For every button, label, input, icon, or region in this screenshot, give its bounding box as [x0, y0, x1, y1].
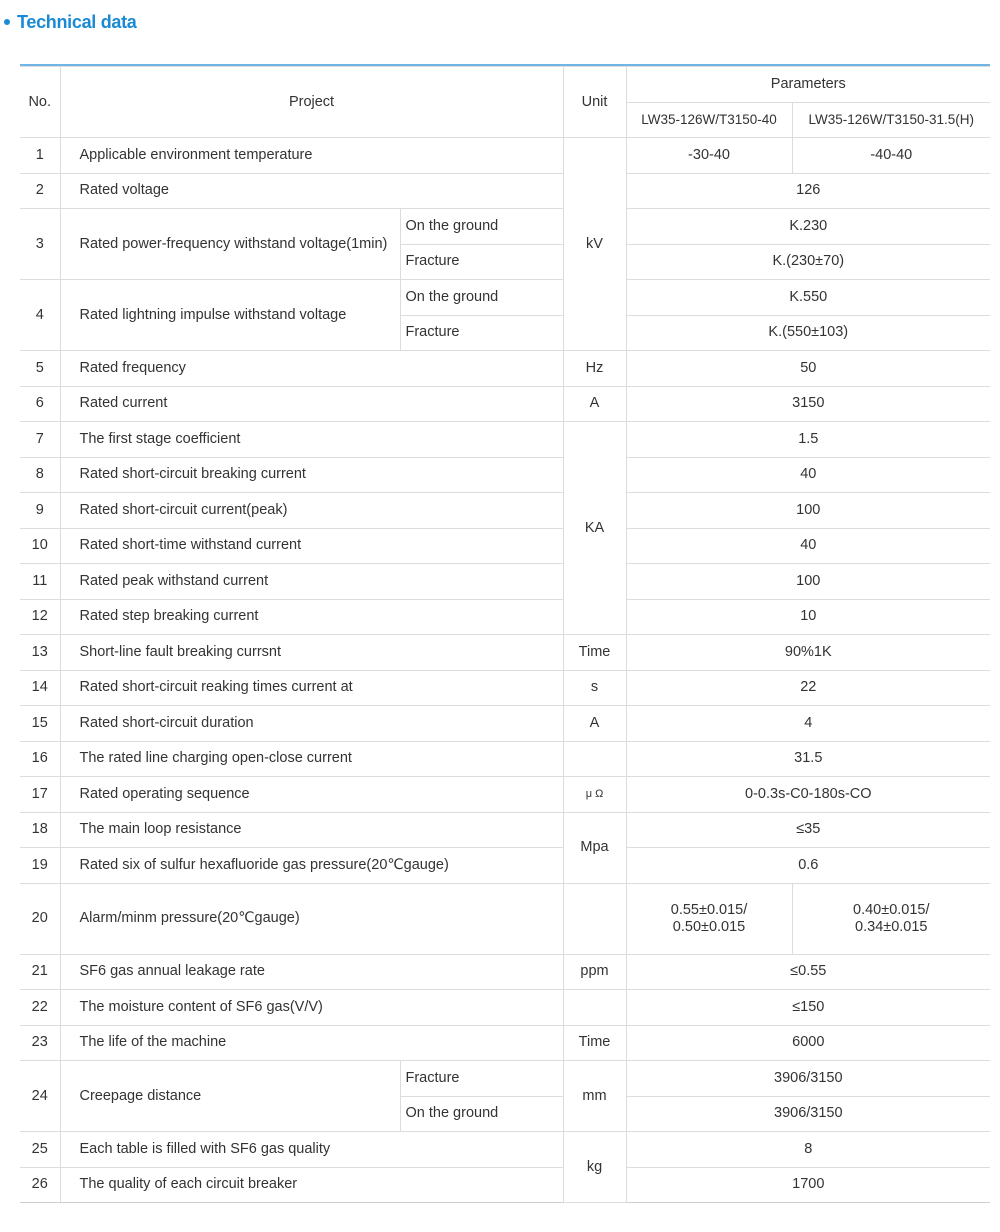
row-project: Creepage distance: [60, 1061, 400, 1132]
row-sub-label: On the ground: [400, 280, 563, 316]
value-line: 0.40±0.015/: [853, 901, 930, 918]
table-row: [20, 777, 990, 813]
row-sub-label: Fracture: [400, 1061, 563, 1097]
row-project: Rated short-time withstand current: [60, 528, 563, 564]
row-no: 16: [20, 741, 60, 777]
row-value: 0-0.3s-C0-180s-CO: [626, 777, 990, 813]
row-project: Rated power-frequency withstand voltage(1min): [60, 209, 400, 280]
row-value: K.550: [626, 280, 990, 316]
row-value: K.(550±103): [626, 315, 990, 351]
row-no: 20: [20, 883, 60, 954]
row-project: Rated short-circuit reaking times current at: [60, 670, 563, 706]
row-no: 1: [20, 138, 60, 174]
unit-a: A: [563, 706, 626, 742]
table-row: [20, 209, 990, 245]
row-value: 3906/3150: [626, 1096, 990, 1132]
unit-ppm: ppm: [563, 954, 626, 990]
row-value: 10: [626, 599, 990, 635]
row-value: 1.5: [626, 422, 990, 458]
table-row: [20, 635, 990, 671]
section-heading: [4, 10, 137, 34]
unit-hz: Hz: [563, 351, 626, 387]
row-no: 11: [20, 564, 60, 600]
table-row: [20, 1132, 990, 1168]
row-value: 4: [626, 706, 990, 742]
row-no: 21: [20, 954, 60, 990]
value-line: 0.50±0.015: [672, 918, 746, 935]
row-project: Rated six of sulfur hexafluoride gas pressure(20℃gauge): [60, 848, 563, 884]
row-no: 13: [20, 635, 60, 671]
table-row: [20, 1061, 990, 1097]
table-row: [20, 351, 990, 387]
unit-mpa: Mpa: [563, 812, 626, 883]
row-no: 5: [20, 351, 60, 387]
row-value: K.230: [626, 209, 990, 245]
value-line: 0.55±0.015/: [670, 901, 748, 918]
table-row: [20, 1167, 990, 1203]
row-no: 9: [20, 493, 60, 529]
row-project: Applicable environment temperature: [60, 138, 563, 174]
row-value: 8: [626, 1132, 990, 1168]
row-no: 2: [20, 173, 60, 209]
table-row: [20, 990, 990, 1026]
row-project: Rated step breaking current: [60, 599, 563, 635]
row-project: Rated short-circuit breaking current: [60, 457, 563, 493]
unit-s: s: [563, 670, 626, 706]
row-value: 90%1K: [626, 635, 990, 671]
row-no: 6: [20, 386, 60, 422]
row-project: The life of the machine: [60, 1025, 563, 1061]
row-sub-label: On the ground: [400, 209, 563, 245]
header-no: No.: [20, 67, 60, 138]
row-value: ≤35: [626, 812, 990, 848]
table-row: [20, 173, 990, 209]
row-value: 31.5: [626, 741, 990, 777]
header-model-a: LW35-126W/T3150-40: [626, 102, 792, 138]
row-no: 14: [20, 670, 60, 706]
header-project: Project: [60, 67, 563, 138]
table-row: [20, 280, 990, 316]
row-value: 40: [626, 457, 990, 493]
row-sub-label: On the ground: [400, 1096, 563, 1132]
row-project: Rated voltage: [60, 173, 563, 209]
row-no: 15: [20, 706, 60, 742]
unit-time: Time: [563, 635, 626, 671]
row-project: Alarm/minm pressure(20℃gauge): [60, 883, 563, 954]
table-row: [20, 883, 990, 954]
table-row: [20, 1025, 990, 1061]
row-no: 7: [20, 422, 60, 458]
row-value-b: -40-40: [792, 138, 990, 174]
row-project: The quality of each circuit breaker: [60, 1167, 563, 1203]
unit-empty: [563, 741, 626, 777]
unit-a: A: [563, 386, 626, 422]
row-value: 1700: [626, 1167, 990, 1203]
row-value: ≤150: [626, 990, 990, 1026]
row-value: 100: [626, 564, 990, 600]
row-no: 26: [20, 1167, 60, 1203]
table-row: [20, 422, 990, 458]
row-project: Rated operating sequence: [60, 777, 563, 813]
row-sub-label: Fracture: [400, 244, 563, 280]
unit-mm: mm: [563, 1061, 626, 1132]
row-no: 22: [20, 990, 60, 1026]
row-project: Rated peak withstand current: [60, 564, 563, 600]
header-model-b: LW35-126W/T3150-31.5(H): [792, 102, 990, 138]
unit-empty: [563, 990, 626, 1026]
row-value-b: [792, 883, 990, 954]
row-project: Rated lightning impulse withstand voltage: [60, 280, 400, 351]
table-row: [20, 848, 990, 884]
row-project: The first stage coefficient: [60, 422, 563, 458]
row-value: 22: [626, 670, 990, 706]
row-no: 17: [20, 777, 60, 813]
table-row: [20, 138, 990, 174]
table-row: [20, 741, 990, 777]
unit-ka: KA: [563, 422, 626, 635]
row-value: 40: [626, 528, 990, 564]
row-value: 126: [626, 173, 990, 209]
row-value: 3906/3150: [626, 1061, 990, 1097]
row-project: Rated short-circuit current(peak): [60, 493, 563, 529]
row-no: 12: [20, 599, 60, 635]
table-row: [20, 706, 990, 742]
table-row: [20, 599, 990, 635]
row-no: 19: [20, 848, 60, 884]
row-no: 4: [20, 280, 60, 351]
row-no: 8: [20, 457, 60, 493]
row-value: 0.6: [626, 848, 990, 884]
row-no: 24: [20, 1061, 60, 1132]
table-row: [20, 493, 990, 529]
row-project: Rated short-circuit duration: [60, 706, 563, 742]
row-project: SF6 gas annual leakage rate: [60, 954, 563, 990]
row-no: 10: [20, 528, 60, 564]
table-row: [20, 528, 990, 564]
row-project: The main loop resistance: [60, 812, 563, 848]
row-no: 25: [20, 1132, 60, 1168]
table-row: [20, 670, 990, 706]
row-sub-label: Fracture: [400, 315, 563, 351]
header-row: [20, 67, 990, 103]
row-no: 18: [20, 812, 60, 848]
table-row: [20, 812, 990, 848]
row-project: Rated current: [60, 386, 563, 422]
row-no: 3: [20, 209, 60, 280]
bullet-icon: [4, 19, 10, 25]
header-parameters: Parameters: [626, 67, 990, 103]
row-project: The rated line charging open-close current: [60, 741, 563, 777]
row-value: 50: [626, 351, 990, 387]
table-row: [20, 564, 990, 600]
row-value-a: -30-40: [626, 138, 792, 174]
row-project: Each table is filled with SF6 gas quality: [60, 1132, 563, 1168]
technical-data-table: [20, 66, 990, 1203]
unit-kv: kV: [563, 138, 626, 351]
unit-kg: kg: [563, 1132, 626, 1203]
row-value: 3150: [626, 386, 990, 422]
header-unit: Unit: [563, 67, 626, 138]
section-title: Technical data: [17, 11, 137, 32]
row-value-a: [626, 883, 792, 954]
row-project: The moisture content of SF6 gas(V/V): [60, 990, 563, 1026]
unit-empty: [563, 883, 626, 954]
row-project: Rated frequency: [60, 351, 563, 387]
row-value: 100: [626, 493, 990, 529]
row-value: ≤0.55: [626, 954, 990, 990]
value-line: 0.34±0.015: [855, 918, 928, 935]
row-value: 6000: [626, 1025, 990, 1061]
unit-micro-ohm: μ Ω: [563, 777, 626, 813]
row-project: Short-line fault breaking currsnt: [60, 635, 563, 671]
row-value: K.(230±70): [626, 244, 990, 280]
row-no: 23: [20, 1025, 60, 1061]
unit-time: Time: [563, 1025, 626, 1061]
table-row: [20, 457, 990, 493]
table-row: [20, 954, 990, 990]
table-row: [20, 386, 990, 422]
